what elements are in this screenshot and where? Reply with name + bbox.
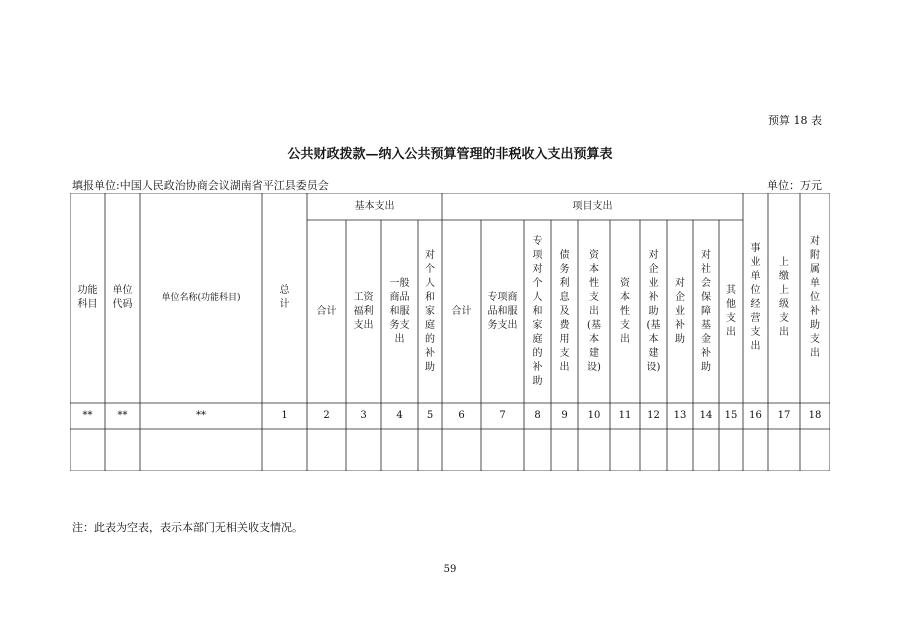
index-cell: 6 xyxy=(458,410,465,421)
col-header-total: 总计 xyxy=(279,285,290,310)
col-header-other: 其他支出 xyxy=(726,284,736,338)
col-header-enterprise-ops: 事业单位经营支出 xyxy=(750,243,761,352)
index-cell: 1 xyxy=(281,410,288,421)
index-cell: 18 xyxy=(808,410,822,421)
page-number: 59 xyxy=(443,564,457,575)
col-header-unit-name: 单位名称(功能科目) xyxy=(161,293,241,303)
index-cell: 11 xyxy=(618,410,632,421)
col-header-personal-subsidy: 对个人和家庭的补助 xyxy=(425,249,435,373)
col-header-social-security: 对社会保障基金补助 xyxy=(701,249,711,373)
col-header-capital: 资本性支出 xyxy=(620,277,630,345)
col-header-basic-total: 合计 xyxy=(316,305,337,317)
budget-table xyxy=(70,193,830,471)
table-row xyxy=(70,429,830,471)
col-header-affiliated-subsidy: 对附属单位补助支出 xyxy=(810,236,820,359)
col-header-debt-interest: 债务利息及费用支出 xyxy=(559,249,570,373)
index-cell: 7 xyxy=(499,410,506,421)
index-cell: ** xyxy=(196,410,206,421)
table-number: 预算 18 表 xyxy=(768,114,822,127)
index-cell: 3 xyxy=(360,410,367,421)
index-cell: 2 xyxy=(323,410,330,421)
index-cell: 10 xyxy=(587,410,601,421)
index-cell: ** xyxy=(117,410,128,421)
col-header-special-goods: 专项商品和服务支出 xyxy=(487,291,518,331)
index-cell: 8 xyxy=(534,410,541,421)
col-header-capital-basic: 资本性支出(基本建设) xyxy=(587,249,601,373)
currency-unit: 单位：万元 xyxy=(767,179,822,192)
col-header-goods-services: 一般商品和服务支出 xyxy=(389,277,410,345)
index-cell: 13 xyxy=(673,410,687,421)
index-cell: 16 xyxy=(749,410,762,421)
index-cell: 17 xyxy=(777,410,791,421)
index-cell: 14 xyxy=(699,410,713,421)
col-header-upper-pay: 上缴上级支出 xyxy=(779,257,789,338)
col-header-enterprise: 对企业补助 xyxy=(675,277,685,345)
index-cell: 15 xyxy=(724,410,738,421)
col-header-func-subject: 功能科目 xyxy=(77,285,98,310)
col-header-special-personal: 专项对个人和家庭的补助 xyxy=(532,235,543,387)
index-cell: 4 xyxy=(396,410,403,421)
reporting-unit: 填报单位:中国人民政治协商会议湖南省平江县委员会 xyxy=(72,179,329,192)
table-note: 注：此表为空表，表示本部门无相关收支情况。 xyxy=(72,521,303,534)
basic-expense-group-header: 基本支出 xyxy=(354,200,395,212)
col-header-project-total: 合计 xyxy=(451,305,472,317)
col-header-salary: 工资福利支出 xyxy=(353,291,374,331)
index-cell: 12 xyxy=(647,410,660,421)
col-header-enterprise-basic: 对企业补助(基本建设) xyxy=(646,249,661,373)
page-title: 公共财政拨款—纳入公共预算管理的非税收入支出预算表 xyxy=(287,147,613,162)
project-expense-group-header: 项目支出 xyxy=(572,200,613,212)
index-cell: ** xyxy=(82,410,93,421)
index-cell: 5 xyxy=(426,410,434,421)
col-header-unit-code: 单位代码 xyxy=(112,285,133,310)
index-cell: 9 xyxy=(561,410,568,421)
